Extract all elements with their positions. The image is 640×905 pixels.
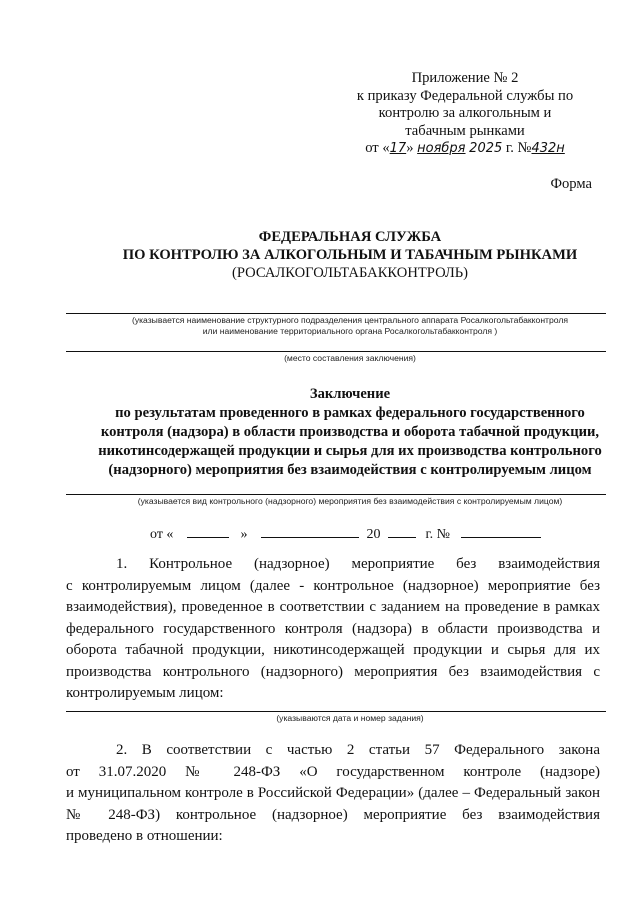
year-suffix: г. № — [505, 140, 532, 156]
date-prefix: от « — [150, 527, 174, 542]
conclusion-line: (надзорного) мероприятия без взаимодействия с контролируемым лицом — [108, 462, 592, 478]
paragraph-line: производства контрольного (надзорного) мероприятия без взаимодействия с — [66, 663, 600, 680]
agency-heading — [60, 228, 640, 282]
place-caption: (место составления заключения) — [284, 353, 416, 363]
day-blank — [187, 525, 229, 538]
year-blank — [388, 525, 416, 538]
place-field-line — [66, 351, 606, 352]
handwritten-order-number: 432н — [531, 141, 565, 156]
handwritten-year: 2025 — [469, 141, 503, 156]
number-label: г. № — [425, 527, 450, 542]
paragraph-line: проведено в отношении: — [66, 828, 223, 844]
paragraph-line: оборота табачной продукции, никотинсодержащей продукции и сырья для их — [66, 642, 600, 658]
month-blank — [261, 525, 359, 538]
year-prefix: 20 — [366, 527, 381, 542]
paragraph-line: федерального государственного контроля (надзора) в области производства и — [66, 620, 600, 637]
paragraph-line: № 248-ФЗ) контрольное (надзорное) мероприятие без взаимодействия — [66, 806, 600, 823]
subdivision-field-line — [66, 313, 606, 314]
handwritten-day: 17 — [389, 141, 407, 156]
event-type-field-line — [66, 494, 606, 495]
paragraph-line: 1. Контрольное (надзорное) мероприятие без взаимодействия — [116, 556, 600, 572]
date-close-quote: » — [240, 527, 248, 542]
agency-abbreviation: (РОСАЛКОГОЛЬТАБАККОНТРОЛЬ) — [231, 265, 469, 281]
paragraph-line: от 31.07.2020 № 248-ФЗ «О государственном контроле (надзоре) — [66, 763, 600, 780]
paragraph-line: 2. В соответствии с частью 2 статьи 57 Федерального закона — [116, 742, 600, 758]
agency-name-line: ФЕДЕРАЛЬНАЯ СЛУЖБА — [258, 229, 442, 245]
date-prefix: от « — [365, 140, 390, 156]
appendix-order-line: контролю за алкогольным и — [378, 105, 552, 121]
appendix-date-line — [330, 140, 600, 158]
paragraph-1 — [66, 554, 600, 705]
paragraph-2 — [66, 740, 600, 848]
appendix-order-line: табачным рынками — [405, 122, 525, 139]
conclusion-date-number-line — [150, 525, 541, 543]
appendix-block — [330, 70, 600, 158]
conclusion-heading — [60, 385, 640, 480]
caption-line: (указывается наименование структурного подразделения центрального аппарата Росалкогольтабакконтроля — [131, 315, 569, 325]
appendix-title: Приложение № 2 — [411, 70, 519, 86]
agency-name-line: ПО КОНТРОЛЮ ЗА АЛКОГОЛЬНЫМ И ТАБАЧНЫМ РЫНКАМИ — [122, 247, 578, 263]
paragraph-line: контролируемым лицом: — [66, 685, 224, 701]
paragraph-line: и муниципальном контроле в Российской Федерации» (далее – Федеральный закон — [66, 785, 600, 801]
conclusion-title: Заключение — [309, 386, 391, 402]
subdivision-caption — [60, 315, 640, 337]
task-field-line — [66, 711, 606, 712]
paragraph-line: взаимодействия), проведенное в соответствии с заданием на проведение в рамках — [66, 599, 600, 615]
handwritten-month: ноября — [417, 141, 466, 156]
form-label: Форма — [550, 176, 592, 192]
conclusion-line: по результатам проведенного в рамках федерального государственного — [115, 405, 585, 421]
caption-line: или наименование территориального органа Росалкогольтабакконтроля ) — [202, 326, 498, 336]
conclusion-line: контроля (надзора) в области производства и оборота табачной продукции, — [100, 424, 600, 440]
date-close-quote: » — [406, 140, 414, 156]
number-blank — [461, 525, 541, 538]
conclusion-line: никотинсодержащей продукции и сырья для их производства контрольного — [98, 443, 602, 459]
appendix-order-line: к приказу Федеральной службы по — [356, 87, 574, 104]
event-type-caption: (указывается вид контрольного (надзорного) мероприятия без взаимодействия с контролируемым лицом) — [137, 496, 563, 506]
paragraph-line: с контролируемым лицом (далее - контрольное (надзорное) мероприятие без — [66, 577, 600, 594]
task-caption: (указываются дата и номер задания) — [276, 713, 424, 723]
